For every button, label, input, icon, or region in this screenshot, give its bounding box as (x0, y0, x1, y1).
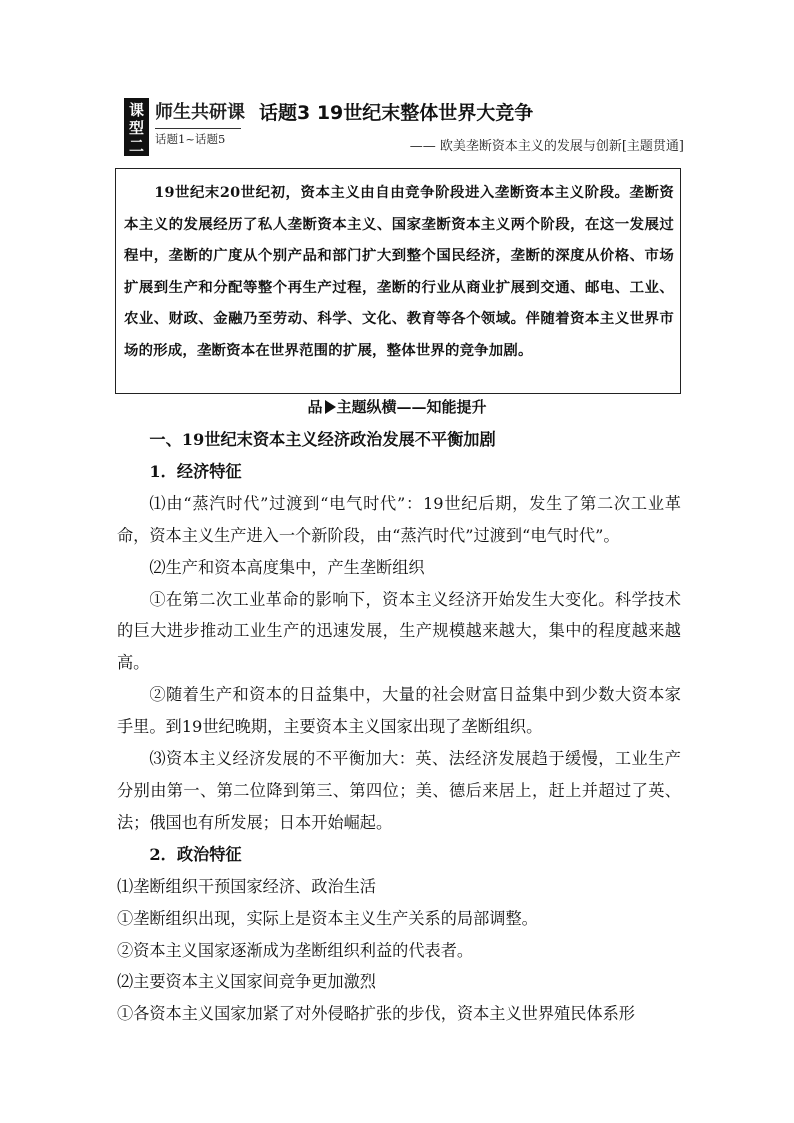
paragraph: ②随着生产和资本的日益集中，大量的社会财富日益集中到少数大资本家手里。到19世纪晚期，主要资本主义国家出现了垄断组织。 (117, 685, 681, 737)
paragraph: ⑵生产和资本高度集中，产生垄断组织 (149, 557, 425, 577)
lesson-header (124, 98, 684, 160)
course-type-label: 师生共研课 (155, 102, 245, 123)
paragraph: ①垄断组织出现，实际上是资本主义生产关系的局部调整。 (117, 908, 538, 928)
paragraph: ⑴垄断组织干预国家经济、政治生活 (117, 876, 376, 896)
play-arrow-icon (325, 400, 336, 414)
paragraph: ②资本主义国家逐渐成为垄断组织利益的代表者。 (117, 940, 474, 960)
heading-political: 2．政治特征 (149, 844, 242, 864)
page-title: 话题3 19世纪末整体世界大竞争 (259, 102, 534, 124)
paragraph: ⑶资本主义经济发展的不平衡加大：英、法经济发展趋于缓慢，工业生产分别由第一、第二位降到第三、第四位；美、德后来居上，赶上并超过了英、法；俄国也有所发展；日本开始崛起。 (117, 749, 681, 832)
header-rule (155, 128, 241, 129)
paragraph: ⑴由“蒸汽时代”过渡到“电气时代”：19世纪后期，发生了第二次工业革命，资本主义生产进入一个新阶段，由“蒸汽时代”过渡到“电气时代”。 (117, 493, 681, 545)
intro-box (115, 168, 681, 394)
intro-text: 19世纪末20世纪初，资本主义由自由竞争阶段进入垄断资本主义阶段。垄断资本主义的发展经历了私人垄断资本主义、国家垄断资本主义两个阶段，在这一发展过程中，垄断的广度从个别产品和部门扩大到整个国民经济，垄断的深度从价格、市场扩展到生产和分配等整个再生产过程，垄断的行业从商业扩展到交通、邮电、工业、农业、财政、金融乃至劳动、科学、文化、教育等各个领域。伴随着资本主义世界市场的形成，垄断资本在世界范围的扩展，整体世界的竞争加剧。 (124, 184, 674, 359)
paragraph: ①各资本主义国家加紧了对外侵略扩张的步伐，资本主义世界殖民体系形 (117, 1004, 635, 1024)
course-info (155, 100, 245, 147)
heading-level-1: 一、19世纪末资本主义经济政治发展不平衡加剧 (149, 430, 496, 449)
paragraph: ⑵主要资本主义国家间竞争更加激烈 (117, 972, 376, 992)
section-heading-left: 品 (307, 398, 323, 416)
body-text (117, 424, 681, 1030)
section-heading (0, 396, 794, 418)
page-subtitle: —— 欧美垄断资本主义的发展与创新[主题贯通] (409, 139, 684, 154)
paragraph: ①在第二次工业革命的影响下，资本主义经济开始发生大变化。科学技术的巨大进步推动工业生产的迅速发展，生产规模越来越大，集中的程度越来越高。 (117, 589, 681, 673)
topic-range: 话题1~话题5 (155, 132, 226, 146)
section-heading-right: 主题纵横——知能提升 (336, 398, 487, 416)
heading-economic: 1．经济特征 (149, 461, 242, 481)
course-type-tag: 课型二 (124, 98, 149, 156)
